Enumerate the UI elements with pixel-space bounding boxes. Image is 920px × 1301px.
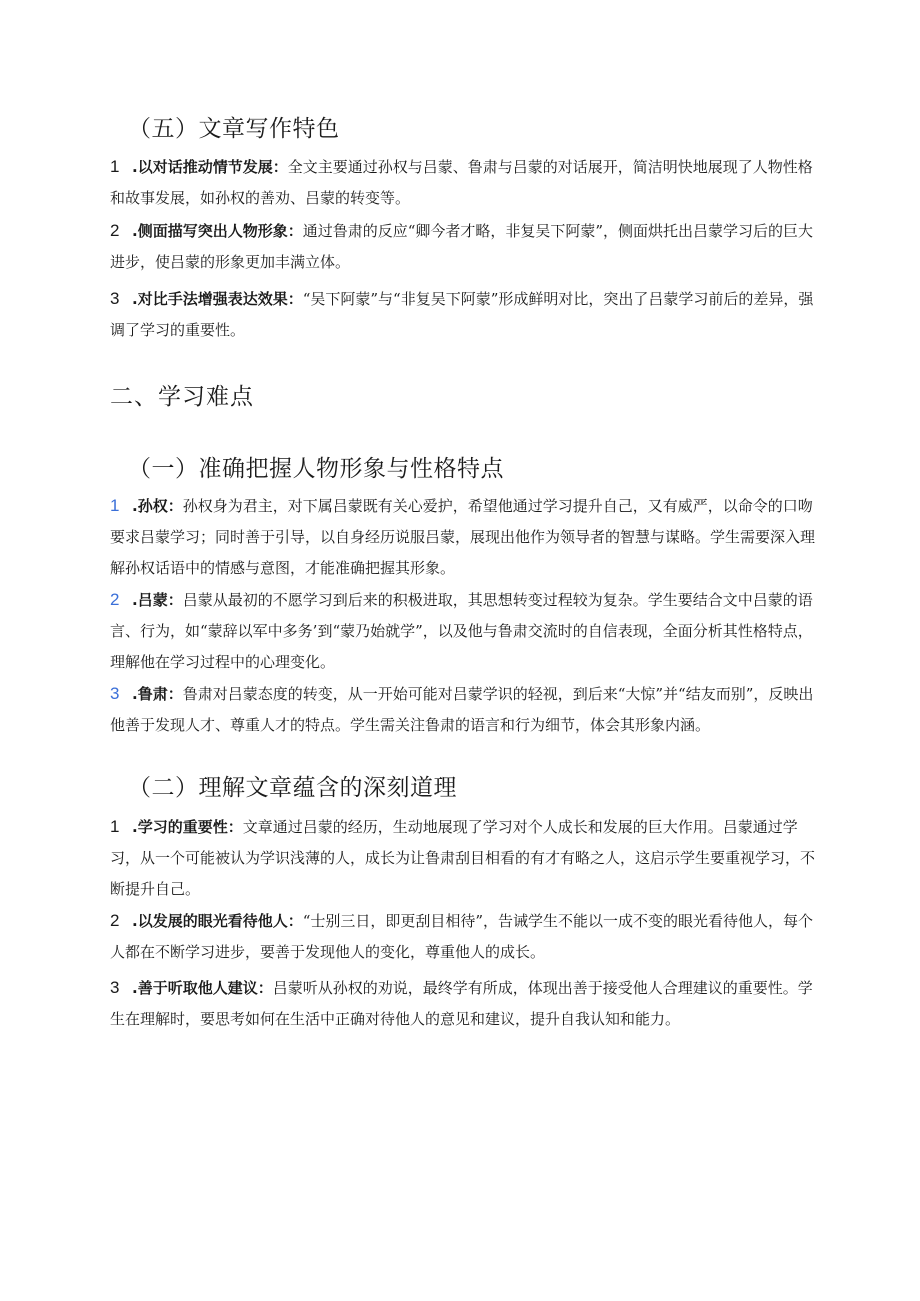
list-item [110, 972, 815, 1035]
item-lead: .吕蒙： [132, 591, 183, 609]
item-text: 文章通过吕蒙的经历，生动地展现了学习对个人成长和发展的巨大作用。吕蒙通过学习，从一个可能被认为学识浅薄的人，成长为让鲁肃刮目相看的有才有略之人，这启示学生要重视学习，不断提升自己。 [110, 818, 816, 898]
item-lead: .善于听取他人建议： [132, 979, 273, 997]
list-item [110, 151, 815, 214]
item-number: 2 [110, 911, 120, 930]
item-number: 2 [110, 221, 120, 240]
item-number: 1 [110, 496, 120, 515]
item-text: “吴下阿蒙”与“非复吴下阿蒙”形成鲜明对比，突出了吕蒙学习前后的差异，强调了学习的重要性。 [110, 290, 814, 339]
section-heading-writing-features: （五）文章写作特色 [128, 116, 340, 142]
item-number: 1 [110, 157, 120, 176]
item-lead: .鲁肃： [132, 685, 183, 703]
section-heading-meaning: （二）理解文章蕴含的深刻道理 [128, 775, 457, 801]
list-item [110, 215, 815, 278]
item-number: 1 [110, 817, 120, 836]
item-text: 鲁肃对吕蒙态度的转变，从一开始可能对吕蒙学识的轻视，到后来“大惊”并“结友而别”，反映出他善于发现人才、尊重人才的特点。学生需关注鲁肃的语言和行为细节，体会其形象内涵。 [110, 685, 814, 734]
part-heading-learning-difficulties: 二、学习难点 [110, 384, 254, 410]
list-item [110, 905, 815, 968]
item-number: 3 [110, 684, 120, 703]
item-lead: .孙权： [132, 497, 183, 515]
section-heading-character: （一）准确把握人物形象与性格特点 [128, 456, 504, 482]
item-lead: .对比手法增强表达效果： [132, 290, 303, 308]
list-item [110, 490, 815, 584]
item-text: 孙权身为君主，对下属吕蒙既有关心爱护，希望他通过学习提升自己，又有威严，以命令的口吻要求吕蒙学习；同时善于引导，以自身经历说服吕蒙，展现出他作为领导者的智慧与谋略。学生需要深入理解孙权话语中的情感与意图，才能准确把握其形象。 [110, 497, 816, 577]
item-lead: .以对话推动情节发展： [132, 158, 288, 176]
item-lead: .侧面描写突出人物形象： [132, 222, 303, 240]
item-text: 通过鲁肃的反应“卿今者才略，非复吴下阿蒙”，侧面烘托出吕蒙学习后的巨大进步，使吕蒙的形象更加丰满立体。 [110, 222, 814, 271]
list-item [110, 678, 815, 741]
list-item [110, 584, 815, 678]
item-number: 3 [110, 978, 120, 997]
item-text: 全文主要通过孙权与吕蒙、鲁肃与吕蒙的对话展开，简洁明快地展现了人物性格和故事发展，如孙权的善劝、吕蒙的转变等。 [110, 158, 813, 207]
item-lead: .以发展的眼光看待他人： [132, 912, 303, 930]
item-text: 吕蒙听从孙权的劝说，最终学有所成，体现出善于接受他人合理建议的重要性。学生在理解时，要思考如何在生活中正确对待他人的意见和建议，提升自我认知和能力。 [110, 979, 813, 1028]
item-lead: .学习的重要性： [132, 818, 243, 836]
list-item [110, 283, 815, 346]
item-text: 吕蒙从最初的不愿学习到后来的积极进取，其思想转变过程较为复杂。学生要结合文中吕蒙的语言、行为，如“蒙辞以军中多务’到“蒙乃始就学”，以及他与鲁肃交流时的自信表现，全面分析其性格特点，理解他在学习过程中的心理变化。 [110, 591, 813, 671]
item-number: 2 [110, 590, 120, 609]
list-item [110, 811, 815, 905]
item-text: “士别三日，即更刮目相待”，告诫学生不能以一成不变的眼光看待他人，每个人都在不断学习进步，要善于发现他人的变化，尊重他人的成长。 [110, 912, 814, 961]
item-number: 3 [110, 289, 120, 308]
